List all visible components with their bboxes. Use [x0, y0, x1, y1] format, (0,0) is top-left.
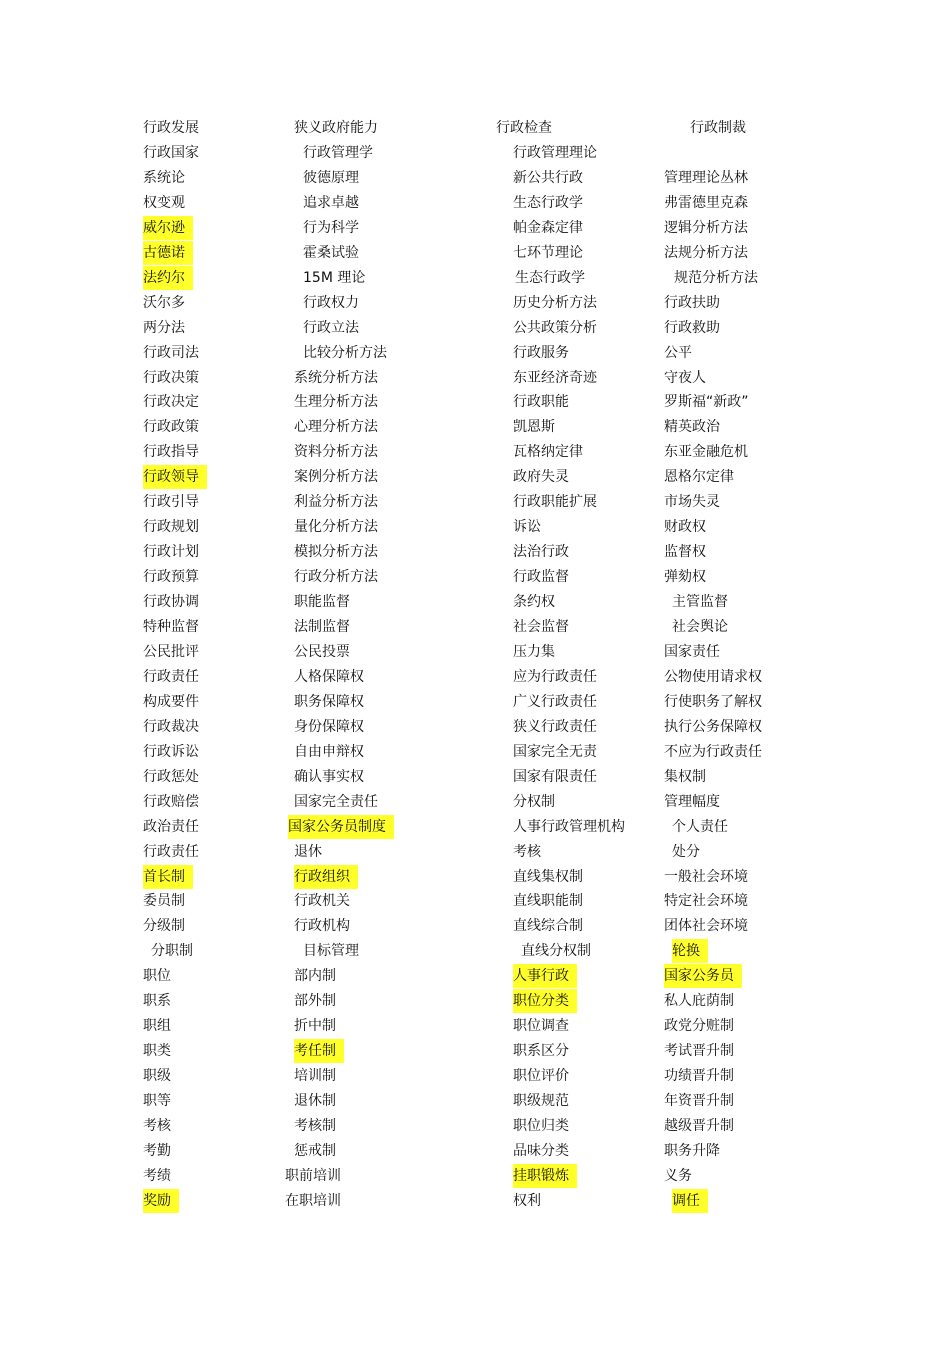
term: 监督权 [664, 544, 706, 561]
term: 职类 [143, 1043, 171, 1060]
term: 退休制 [294, 1093, 336, 1110]
term: 直线综合制 [513, 918, 583, 935]
term: 部外制 [294, 993, 336, 1010]
term: 条约权 [513, 594, 555, 611]
term: 私人庇荫制 [664, 993, 734, 1010]
highlighted-term: 法约尔 [143, 266, 193, 290]
term: 退休 [294, 843, 322, 860]
highlighted-term: 考任制 [294, 1039, 344, 1063]
term: 行政裁决 [143, 718, 199, 735]
term: 直线职能制 [513, 893, 583, 910]
term: 资料分析方法 [294, 444, 378, 461]
term: 帕金森定律 [513, 219, 583, 236]
term: 罗斯福“新政” [664, 394, 749, 411]
term: 年资晋升制 [664, 1093, 734, 1110]
term: 诉讼 [513, 519, 541, 536]
term: 委员制 [143, 893, 185, 910]
term: 直线集权制 [513, 868, 583, 885]
table-row [0, 291, 950, 315]
table-row [0, 366, 950, 390]
term: 行政职能扩展 [513, 494, 597, 511]
term: 处分 [672, 843, 700, 860]
highlighted-term: 职位分类 [513, 989, 577, 1013]
table-row [0, 216, 950, 240]
term: 行政救助 [664, 319, 720, 336]
term: 职位 [143, 968, 171, 985]
term: 行政机关 [294, 893, 350, 910]
table-row [0, 590, 950, 614]
term: 系统论 [143, 169, 185, 186]
table-row [0, 166, 950, 190]
term: 行政计划 [143, 544, 199, 561]
term: 量化分析方法 [294, 519, 378, 536]
term: 公物使用请求权 [664, 668, 762, 685]
term: 行政指导 [143, 444, 199, 461]
term: 分权制 [513, 793, 555, 810]
table-row [0, 790, 950, 814]
term: 品味分类 [513, 1142, 569, 1159]
term: 行政责任 [143, 668, 199, 685]
term: 生理分析方法 [294, 394, 378, 411]
term: 职等 [143, 1093, 171, 1110]
highlighted-term: 行政组织 [294, 865, 358, 889]
term: 行政分析方法 [294, 569, 378, 586]
table-row [0, 889, 950, 913]
term: 东亚经济奇迹 [513, 369, 597, 386]
highlighted-term: 首长制 [143, 865, 193, 889]
term: 公共政策分析 [513, 319, 597, 336]
term: 恩格尔定律 [664, 469, 734, 486]
highlighted-term: 挂职锻炼 [513, 1164, 577, 1188]
term: 人格保障权 [294, 668, 364, 685]
table-row [0, 565, 950, 589]
term: 东亚金融危机 [664, 444, 748, 461]
term: 目标管理 [303, 943, 359, 960]
table-row [0, 415, 950, 439]
term: 在职培训 [285, 1192, 341, 1209]
table-row [0, 341, 950, 365]
term: 个人责任 [672, 818, 728, 835]
table-row [0, 266, 950, 290]
table-row [0, 1064, 950, 1088]
term: 考试晋升制 [664, 1043, 734, 1060]
highlighted-term: 调任 [672, 1189, 708, 1213]
term: 政党分赃制 [664, 1018, 734, 1035]
table-row [0, 964, 950, 988]
table-row [0, 515, 950, 539]
term: 守夜人 [664, 369, 706, 386]
highlighted-term: 奖励 [143, 1189, 179, 1213]
term: 压力集 [513, 643, 555, 660]
table-row [0, 715, 950, 739]
term: 行政服务 [513, 344, 569, 361]
term: 义务 [664, 1167, 692, 1184]
term: 管理理论丛林 [664, 169, 748, 186]
term: 追求卓越 [303, 194, 359, 211]
term: 瓦格纳定律 [513, 444, 583, 461]
term: 行政权力 [303, 294, 359, 311]
term: 行政国家 [143, 144, 199, 161]
table-row [0, 241, 950, 265]
term: 职能监督 [294, 594, 350, 611]
table-row [0, 640, 950, 664]
term: 不应为行政责任 [664, 743, 762, 760]
table-row [0, 316, 950, 340]
term: 行政检查 [496, 120, 552, 136]
term: 行政监督 [513, 569, 569, 586]
term: 一般社会环境 [664, 868, 748, 885]
term: 职前培训 [285, 1167, 341, 1184]
highlighted-term: 轮换 [672, 939, 708, 963]
term: 彼德原理 [303, 169, 359, 186]
term: 七环节理论 [513, 244, 583, 261]
term: 案例分析方法 [294, 469, 378, 486]
term: 行政责任 [143, 843, 199, 860]
term: 权利 [513, 1192, 541, 1209]
term: 法规分析方法 [664, 244, 748, 261]
table-row [0, 1089, 950, 1113]
term: 政府失灵 [513, 469, 569, 486]
term: 国家责任 [664, 643, 720, 660]
term: 法治行政 [513, 544, 569, 561]
term: 行政决策 [143, 369, 199, 386]
term: 职系 [143, 993, 171, 1010]
term: 国家完全无责 [513, 743, 597, 760]
term: 公民投票 [294, 643, 350, 660]
table-row [0, 465, 950, 489]
table-row [0, 740, 950, 764]
term: 人事行政管理机构 [513, 818, 625, 835]
term: 行政预算 [143, 569, 199, 586]
table-row [0, 440, 950, 464]
table-row [0, 865, 950, 889]
term: 特定社会环境 [664, 893, 748, 910]
term: 职组 [143, 1018, 171, 1035]
table-row [0, 191, 950, 215]
term: 弗雷德里克森 [664, 194, 748, 211]
term: 财政权 [664, 519, 706, 536]
term: 直线分权制 [521, 943, 591, 960]
term: 规范分析方法 [674, 269, 758, 286]
table-row [0, 1114, 950, 1138]
term: 15M 理论 [303, 269, 366, 286]
term: 行政诉讼 [143, 743, 199, 760]
term: 生态行政学 [513, 194, 583, 211]
term: 行政管理理论 [513, 144, 597, 161]
term: 心理分析方法 [294, 419, 378, 436]
term: 职系区分 [513, 1043, 569, 1060]
term: 公平 [664, 344, 692, 361]
term: 职级 [143, 1068, 171, 1085]
highlighted-term: 人事行政 [513, 964, 577, 988]
table-row [0, 1039, 950, 1063]
term: 特种监督 [143, 619, 199, 635]
highlighted-term: 威尔逊 [143, 216, 193, 240]
term: 精英政治 [664, 419, 720, 436]
term: 行政赔偿 [143, 793, 199, 810]
term: 团体社会环境 [664, 918, 748, 935]
term: 主管监督 [672, 594, 728, 611]
table-row [0, 815, 950, 839]
term: 部内制 [294, 968, 336, 985]
term: 培训制 [294, 1068, 336, 1085]
table-row [0, 490, 950, 514]
highlighted-term: 国家公务员 [664, 964, 742, 988]
term: 生态行政学 [515, 269, 585, 286]
term: 考核制 [294, 1118, 336, 1134]
highlighted-term: 行政领导 [143, 465, 207, 489]
term: 利益分析方法 [294, 494, 378, 511]
term: 行政引导 [143, 494, 199, 511]
term: 权变观 [143, 194, 185, 211]
term: 职务升降 [664, 1142, 720, 1159]
term: 应为行政责任 [513, 668, 597, 685]
term: 越级晋升制 [664, 1118, 734, 1134]
table-row [0, 840, 950, 864]
term: 考绩 [143, 1167, 171, 1184]
term: 模拟分析方法 [294, 544, 378, 561]
table-row [0, 765, 950, 789]
term: 逻辑分析方法 [664, 219, 748, 236]
term: 职位调查 [513, 1018, 569, 1035]
term: 两分法 [143, 319, 185, 336]
highlighted-term: 国家公务员制度 [288, 815, 394, 839]
term: 行政规划 [143, 519, 199, 536]
table-row [0, 390, 950, 414]
table-row [0, 141, 950, 165]
table-row [0, 540, 950, 564]
term: 集权制 [664, 768, 706, 785]
term: 行政职能 [513, 394, 569, 411]
term: 行政发展 [143, 120, 199, 136]
table-row [0, 615, 950, 639]
term: 行政惩处 [143, 768, 199, 785]
highlighted-term: 古德诺 [143, 241, 193, 265]
term: 职位归类 [513, 1118, 569, 1134]
term: 狭义行政责任 [513, 718, 597, 735]
term: 职务保障权 [294, 693, 364, 710]
term: 折中制 [294, 1018, 336, 1035]
term: 考核 [513, 843, 541, 860]
term: 确认事实权 [294, 768, 364, 785]
term: 广义行政责任 [513, 693, 597, 710]
term: 管理幅度 [664, 793, 720, 810]
term: 社会监督 [513, 619, 569, 635]
term: 法制监督 [294, 619, 350, 635]
table-row [0, 989, 950, 1013]
term: 行为科学 [303, 219, 359, 236]
table-row [0, 665, 950, 689]
term: 沃尔多 [143, 294, 185, 311]
term: 新公共行政 [513, 169, 583, 186]
table-row [0, 690, 950, 714]
term: 国家完全责任 [294, 793, 378, 810]
term: 行政政策 [143, 419, 199, 436]
term: 分级制 [143, 918, 185, 935]
term: 行政机构 [294, 918, 350, 935]
term: 构成要件 [143, 693, 199, 710]
table-row [0, 116, 950, 140]
term: 职级规范 [513, 1093, 569, 1110]
term: 行政协调 [143, 594, 199, 611]
term: 行使职务了解权 [664, 693, 762, 710]
term: 行政制裁 [690, 120, 746, 136]
term: 霍桑试验 [303, 244, 359, 261]
table-row [0, 1164, 950, 1188]
term: 行政立法 [303, 319, 359, 336]
term: 公民批评 [143, 643, 199, 660]
term: 职位评价 [513, 1068, 569, 1085]
table-row [0, 1014, 950, 1038]
term: 历史分析方法 [513, 294, 597, 311]
term: 功绩晋升制 [664, 1068, 734, 1085]
table-row [0, 1139, 950, 1163]
term: 市场失灵 [664, 494, 720, 511]
term: 比较分析方法 [303, 344, 387, 361]
table-row [0, 1189, 950, 1213]
term: 惩戒制 [294, 1142, 336, 1159]
term: 国家有限责任 [513, 768, 597, 785]
term: 政治责任 [143, 818, 199, 835]
term: 狭义政府能力 [294, 120, 378, 136]
term: 执行公务保障权 [664, 718, 762, 735]
term: 身份保障权 [294, 718, 364, 735]
term: 系统分析方法 [294, 369, 378, 386]
term: 社会舆论 [672, 619, 728, 635]
term: 行政决定 [143, 394, 199, 411]
term: 自由申辩权 [294, 743, 364, 760]
term: 行政司法 [143, 344, 199, 361]
term: 行政扶助 [664, 294, 720, 311]
term: 考核 [143, 1118, 171, 1134]
term: 弹劾权 [664, 569, 706, 586]
term: 考勤 [143, 1142, 171, 1159]
term: 凯恩斯 [513, 419, 555, 436]
term: 行政管理学 [303, 144, 373, 161]
term: 分职制 [151, 943, 193, 960]
table-row [0, 914, 950, 938]
table-row [0, 939, 950, 963]
